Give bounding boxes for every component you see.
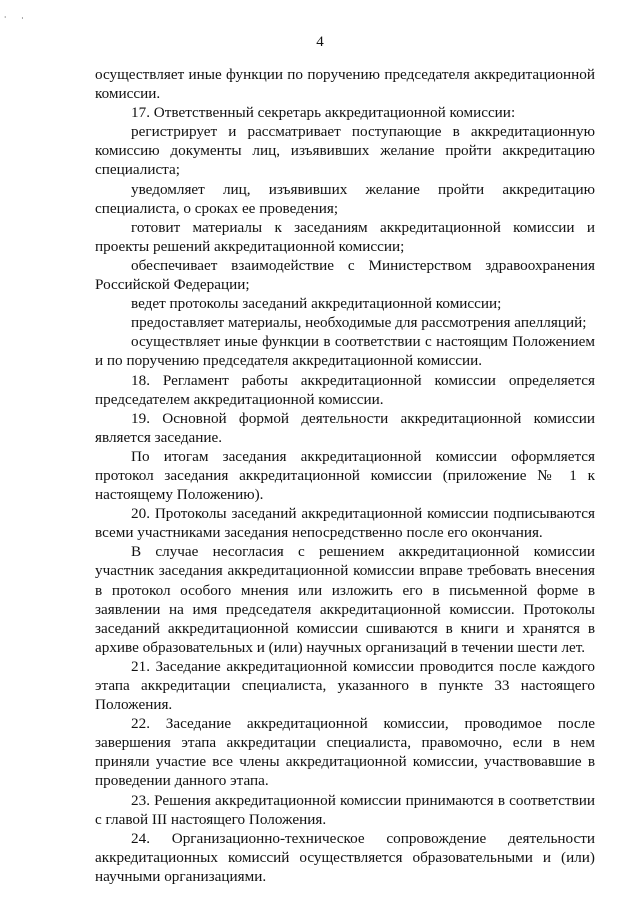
paragraph: обеспечивает взаимодействие с Министерством здравоохранения Российской Федерации; xyxy=(95,256,595,294)
paragraph: предоставляет материалы, необходимые для рассмотрения апелляций; xyxy=(131,314,587,332)
body-text xyxy=(95,65,595,886)
paragraph: осуществляет иные функции в соответствии с настоящим Положением и по поручению председателя аккредитационной комиссии. xyxy=(95,333,595,370)
paragraph: уведомляет лиц, изъявивших желание пройти аккредитацию специалиста, о сроках ее проведения; xyxy=(95,180,595,217)
scan-marks: ⸱ ⸳ xyxy=(4,13,30,23)
paragraph: 21. Заседание аккредитационной комиссии проводится после каждого этапа аккредитации специалиста, указанного в пункте 33 настоящего Положения. xyxy=(95,657,595,714)
paragraph: осуществляет иные функции по поручению председателя аккредитационной комиссии. xyxy=(95,66,595,103)
page-number: 4 xyxy=(316,34,324,50)
paragraph: 19. Основной формой деятельности аккредитационной комиссии является заседание. xyxy=(95,409,595,446)
paragraph: ведет протоколы заседаний аккредитационной комиссии; xyxy=(131,295,502,313)
paragraph: В случае несогласия с решением аккредитационной комиссии участник заседания аккредитационной комиссии вправе требовать внесения в протокол особого мнения или изложить его в письменной форме в заявлении на имя председателя аккредитационной комиссии. Протоколы заседаний аккредитационной комиссии сшиваются в книги и хранятся в архиве образовательных и (или) научных организаций в течении шести лет. xyxy=(95,543,595,656)
paragraph: 22. Заседание аккредитационной комиссии, проводимое после завершения этапа аккредитации специалиста, правомочно, если в нем приняли участие все члены аккредитационной комиссии, участвовавшие в проведении данного этапа. xyxy=(95,715,595,790)
paragraph: 24. Организационно-техническое сопровождение деятельности аккредитационных комиссий осуществляется образовательными и (или) научными организациями. xyxy=(95,829,595,885)
paragraph: 20. Протоколы заседаний аккредитационной комиссии подписываются всеми участниками заседания непосредственно после его окончания. xyxy=(95,505,595,542)
paragraph: готовит материалы к заседаниям аккредитационной комиссии и проекты решений аккредитационной комиссии; xyxy=(95,218,595,255)
paragraph: 17. Ответственный секретарь аккредитационной комиссии: xyxy=(131,104,516,122)
paragraph: По итогам заседания аккредитационной комиссии оформляется протокол заседания аккредитационной комиссии (приложение № 1 к настоящему Положению). xyxy=(95,447,595,504)
paragraph: 23. Решения аккредитационной комиссии принимаются в соответствии с главой III настоящего Положения. xyxy=(95,791,595,828)
paragraph: регистрирует и рассматривает поступающие в аккредитационную комиссию документы лиц, изъявивших желание пройти аккредитацию специалиста; xyxy=(95,123,595,179)
paragraph: 18. Регламент работы аккредитационной комиссии определяется председателем аккредитационной комиссии. xyxy=(95,371,595,408)
